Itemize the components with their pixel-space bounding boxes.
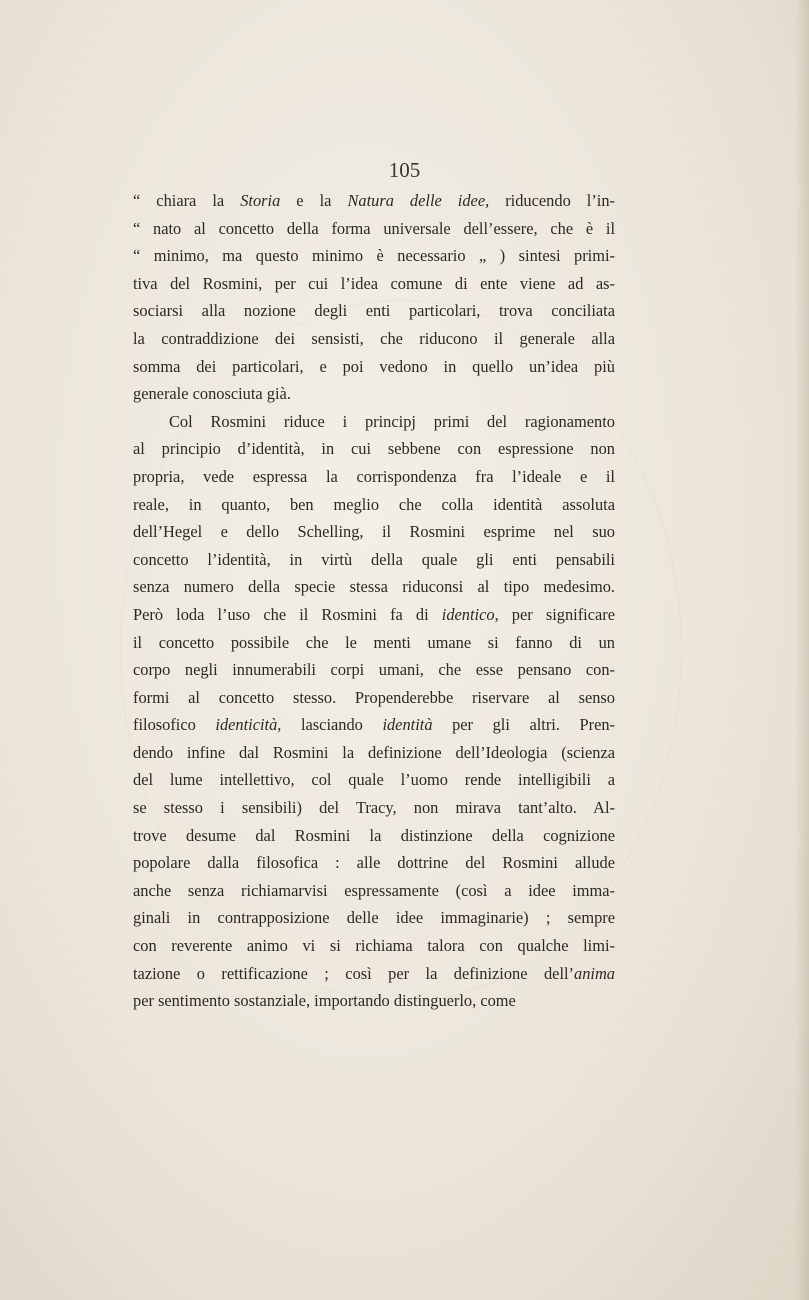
italic-term: anima — [574, 963, 615, 983]
text-line — [133, 904, 615, 932]
text-run: lasciando — [281, 715, 383, 735]
text-line — [133, 932, 615, 960]
text-line — [133, 794, 615, 822]
text-line — [133, 656, 615, 684]
text-line — [133, 353, 615, 381]
body-text — [133, 187, 615, 1015]
text-line — [133, 463, 615, 491]
page-number: 105 — [388, 158, 421, 182]
text-line — [133, 573, 615, 601]
text-run: “ chiara la — [133, 191, 241, 210]
text-run: senza numero della specie stessa riduconsi al tipo medesimo. — [133, 577, 615, 597]
text-line — [133, 491, 615, 519]
text-line — [133, 629, 615, 657]
text-run: somma dei particolari, e poi vedono in quello un’idea più — [133, 356, 615, 376]
italic-term: identità — [382, 715, 433, 735]
text-run: se stesso i sensibili) del Tracy, non mirava tant’alto. Al- — [133, 798, 615, 818]
text-line — [133, 215, 615, 243]
text-line — [133, 822, 615, 850]
text-line — [133, 408, 615, 436]
text-run: per sentimento sostanziale, importando distinguerlo, come — [133, 991, 516, 1011]
italic-term: identicità, — [215, 715, 282, 735]
text-run: la contraddizione dei sensisti, che riducono il generale alla — [133, 328, 615, 348]
text-run: per significare — [498, 604, 615, 624]
text-run: al principio d’identità, in cui sebbene con espressione non — [133, 439, 615, 459]
text-run: per gli altri. Pren- — [432, 715, 615, 735]
text-line — [133, 766, 615, 794]
text-run: e la — [280, 191, 348, 210]
text-line — [133, 435, 615, 463]
text-run: Col Rosmini riduce i principj primi del ragionamento — [169, 411, 615, 431]
text-line — [133, 877, 615, 905]
text-run: formi al concetto stesso. Propenderebbe riservare al senso — [133, 687, 615, 707]
italic-term: Natura delle idee, — [347, 191, 490, 210]
text-line — [133, 187, 615, 215]
text-run: tazione o rettificazione ; così per la definizione dell’ — [133, 963, 575, 983]
text-line — [133, 297, 615, 325]
text-line — [133, 960, 615, 988]
text-run: il concetto possibile che le menti umane si fanno di un — [133, 632, 615, 652]
text-run: “ minimo, ma questo minimo è necessario „ ) sintesi primi- — [133, 246, 615, 266]
text-run: ginali in contrapposizione delle idee immaginarie) ; sempre — [133, 908, 615, 928]
text-line — [133, 380, 615, 408]
text-run: propria, vede espressa la corrispondenza fra l’ideale e il — [133, 466, 615, 486]
text-run: concetto l’identità, in virtù della quale gli enti pensabili — [133, 549, 615, 569]
text-line — [133, 325, 615, 353]
text-line — [133, 601, 615, 629]
text-line — [133, 711, 615, 739]
text-run: sociarsi alla nozione degli enti particolari, trova conciliata — [133, 301, 615, 321]
text-run: popolare dalla filosofica : alle dottrine del Rosmini allude — [133, 853, 615, 873]
italic-term: identico, — [441, 604, 499, 624]
page-edge-shadow — [795, 0, 809, 1300]
text-run: trove desume dal Rosmini la distinzione della cognizione — [133, 825, 615, 845]
text-line — [133, 739, 615, 767]
italic-term: Storia — [240, 191, 281, 210]
text-line — [133, 849, 615, 877]
text-run: riducendo l’in- — [489, 191, 615, 210]
text-run: con reverente animo vi si richiama talora con qualche limi- — [133, 936, 615, 956]
text-line — [133, 518, 615, 546]
text-line — [133, 684, 615, 712]
text-run: “ nato al concetto della forma universale dell’essere, che è il — [133, 218, 615, 238]
text-run: tiva del Rosmini, per cui l’idea comune di ente viene ad as- — [133, 273, 615, 293]
text-run: Però loda l’uso che il Rosmini fa di — [133, 604, 442, 624]
text-run: filosofico — [133, 715, 216, 735]
text-run: reale, in quanto, ben meglio che colla identità assoluta — [133, 494, 615, 514]
text-run: generale conosciuta già. — [133, 384, 291, 404]
text-run: dell’Hegel e dello Schelling, il Rosmini esprime nel suo — [133, 522, 615, 542]
text-run: anche senza richiamarvisi espressamente (così a idee imma- — [133, 880, 615, 900]
text-line — [133, 546, 615, 574]
text-run: del lume intellettivo, col quale l’uomo rende intelligibili a — [133, 770, 615, 790]
text-run: dendo infine dal Rosmini la definizione dell’Ideologia (scienza — [133, 742, 615, 762]
text-line — [133, 987, 615, 1015]
text-line — [133, 270, 615, 298]
text-line — [133, 242, 615, 270]
text-run: corpo negli innumerabili corpi umani, che esse pensano con- — [133, 660, 615, 680]
